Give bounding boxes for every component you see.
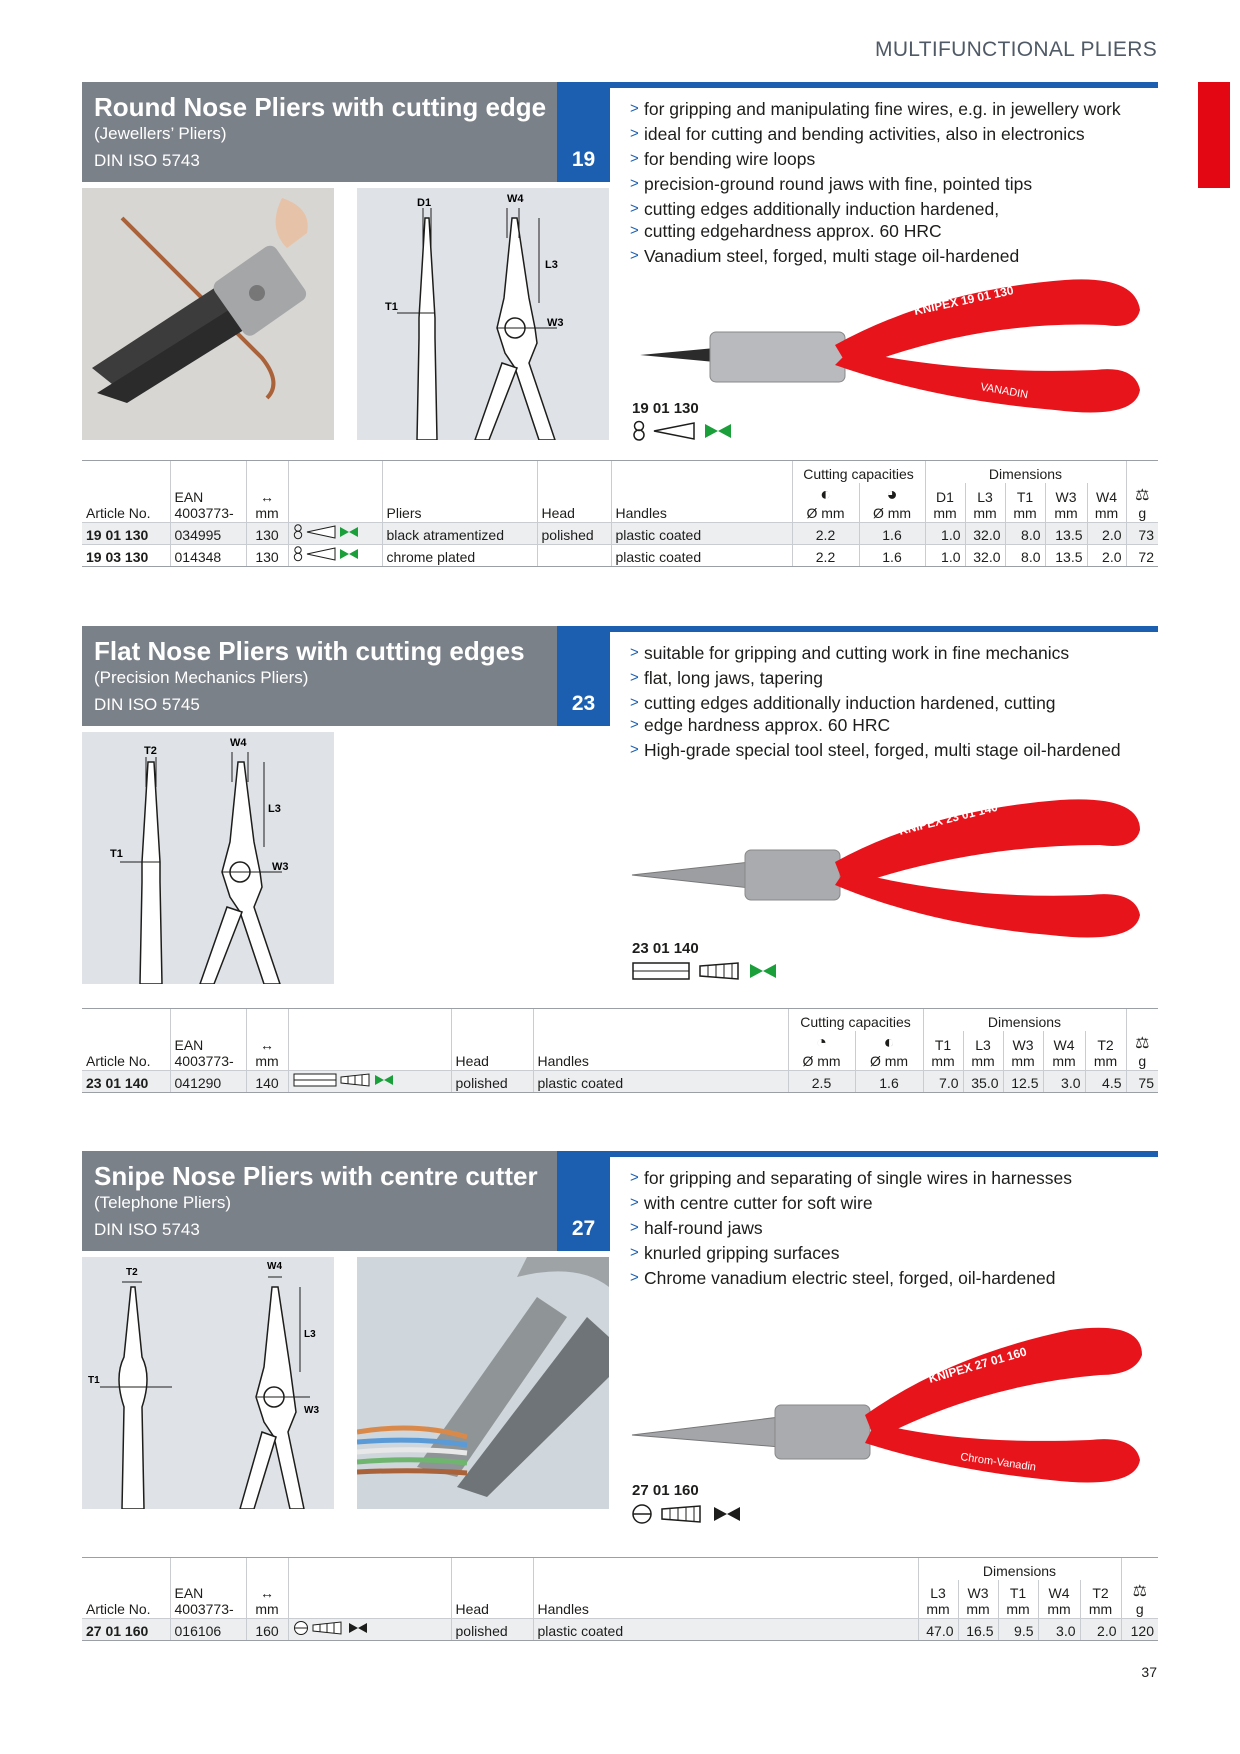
header-handles: Handles bbox=[533, 1580, 918, 1619]
ean-cell: 034995 bbox=[170, 522, 246, 544]
dim-unit: mm bbox=[1013, 504, 1037, 521]
header-dim bbox=[998, 1580, 1038, 1619]
dim-unit: mm bbox=[926, 1600, 950, 1617]
length-unit: mm bbox=[255, 504, 279, 521]
feature-item: > High-grade special tool steel, forged, multi stage oil-hardened bbox=[630, 739, 1150, 761]
pliers-finish: chrome plated bbox=[382, 544, 537, 566]
feature-item: > for gripping and separating of single wires in harnesses bbox=[630, 1167, 1150, 1189]
section-title: Round Nose Pliers with cutting edge bbox=[94, 92, 547, 122]
dim-t1: 8.0 bbox=[1005, 544, 1045, 566]
header-head: Head bbox=[451, 1580, 533, 1619]
header-weight bbox=[1121, 1580, 1158, 1619]
feature-item: > suitable for gripping and cutting work in fine mechanics bbox=[630, 642, 1150, 664]
header-dimensions: Dimensions bbox=[925, 461, 1126, 483]
dim-l3: 32.0 bbox=[965, 522, 1005, 544]
dim-label: L3 bbox=[977, 488, 993, 505]
feature-item: > cutting edges additionally induction hardened, cutting bbox=[630, 692, 1150, 714]
product-photo bbox=[82, 188, 334, 440]
head-finish: polished bbox=[451, 1618, 533, 1640]
cut-hard: 1.6 bbox=[859, 522, 925, 544]
header-dim bbox=[1043, 1031, 1085, 1071]
feature-item-continued: > edge hardness approx. 60 HRC bbox=[630, 714, 1150, 736]
diameter-unit: Ø mm bbox=[802, 1052, 841, 1069]
feature-icons bbox=[632, 1503, 762, 1525]
handle-label: VANADIN bbox=[979, 381, 1029, 402]
chapter-tab bbox=[1198, 82, 1230, 188]
head-finish: polished bbox=[451, 1070, 533, 1092]
ean-cell: 014348 bbox=[170, 544, 246, 566]
handle-label: Chrom-Vanadin bbox=[959, 1451, 1037, 1474]
dim-unit: mm bbox=[1094, 504, 1119, 521]
header-dim bbox=[1087, 483, 1126, 523]
length-arrow-icon: ↔ bbox=[260, 488, 274, 505]
feature-icons bbox=[288, 1618, 451, 1640]
dim-unit: mm bbox=[1011, 1052, 1035, 1069]
din-standard: DIN ISO 5745 bbox=[94, 695, 200, 714]
weight-unit: g bbox=[1138, 504, 1147, 521]
dim-l3: 47.0 bbox=[918, 1618, 958, 1640]
din-standard: DIN ISO 5743 bbox=[94, 151, 200, 170]
feature-item: > for bending wire loops bbox=[630, 148, 1150, 170]
header-weight bbox=[1126, 1031, 1158, 1071]
header-dim bbox=[1080, 1580, 1121, 1619]
handles-cell: plastic coated bbox=[611, 522, 792, 544]
weight-cell: 75 bbox=[1126, 1070, 1158, 1092]
dim-label: W3 bbox=[1012, 1036, 1034, 1053]
dim-unit: mm bbox=[1006, 1600, 1030, 1617]
feature-item: > Chrome vanadium electric steel, forged, oil-hardened bbox=[630, 1267, 1150, 1289]
dimension-diagram bbox=[82, 1257, 334, 1509]
ean-label: EAN bbox=[174, 1036, 204, 1053]
weight-cell: 73 bbox=[1126, 522, 1158, 544]
header-pliers: Pliers bbox=[382, 483, 537, 523]
table-row bbox=[82, 1618, 1158, 1640]
header-dim bbox=[958, 1580, 998, 1619]
feature-icons bbox=[288, 1070, 451, 1092]
weight-cell: 72 bbox=[1126, 544, 1158, 566]
dim-d1: 1.0 bbox=[925, 522, 965, 544]
length-cell: 130 bbox=[246, 522, 288, 544]
product-image bbox=[630, 1265, 1145, 1495]
header-dim bbox=[1045, 483, 1087, 523]
header-dim bbox=[925, 483, 965, 523]
header-dimensions: Dimensions bbox=[918, 1558, 1121, 1580]
header-length bbox=[246, 483, 288, 523]
dim-w3: 12.5 bbox=[1003, 1070, 1043, 1092]
dim-unit: mm bbox=[973, 504, 997, 521]
dim-t2: 4.5 bbox=[1085, 1070, 1126, 1092]
dim-t1: 7.0 bbox=[923, 1070, 963, 1092]
product-photo bbox=[357, 1257, 609, 1509]
head-finish: polished bbox=[537, 522, 611, 544]
diameter-unit: Ø mm bbox=[869, 1052, 909, 1069]
ean-prefix: 4003773- bbox=[174, 1600, 234, 1617]
dim-unit: mm bbox=[931, 1052, 955, 1069]
half-circle-icon: ◐ bbox=[883, 1031, 895, 1052]
dim-w4: 3.0 bbox=[1043, 1070, 1085, 1092]
weight-unit: g bbox=[1138, 1052, 1147, 1069]
feature-item: > knurled gripping surfaces bbox=[630, 1242, 1150, 1264]
blue-rule bbox=[610, 82, 1158, 88]
length-unit: mm bbox=[255, 1600, 279, 1617]
diagram-label: T2 bbox=[144, 745, 157, 757]
feature-item: > half-round jaws bbox=[630, 1217, 1150, 1239]
dim-unit: mm bbox=[1047, 1600, 1071, 1617]
dim-w4: 3.0 bbox=[1038, 1618, 1080, 1640]
series-number: 23 bbox=[571, 692, 596, 715]
header-handles: Handles bbox=[533, 1031, 788, 1071]
din-standard: DIN ISO 5743 bbox=[94, 1220, 200, 1239]
header-cutting-capacities: Cutting capacities bbox=[788, 1009, 923, 1031]
dim-unit: mm bbox=[1093, 1052, 1118, 1069]
dim-w4: 2.0 bbox=[1087, 544, 1126, 566]
blue-rule bbox=[610, 626, 1158, 632]
header-dim bbox=[1085, 1031, 1126, 1071]
ean-prefix: 4003773- bbox=[174, 1052, 234, 1069]
length-arrow-icon: ↔ bbox=[260, 1584, 274, 1601]
spec-table bbox=[82, 1008, 1158, 1093]
series-number: 27 bbox=[571, 1217, 596, 1240]
header-hard-wire bbox=[855, 1031, 923, 1071]
blue-rule bbox=[610, 1151, 1158, 1157]
dim-label: L3 bbox=[975, 1036, 991, 1053]
header-handles: Handles bbox=[611, 483, 792, 523]
cut-soft: 2.5 bbox=[788, 1070, 855, 1092]
product-image bbox=[630, 790, 1145, 950]
scale-icon: ⚖ bbox=[1135, 486, 1150, 504]
cut-hard: 1.6 bbox=[859, 544, 925, 566]
header-dim bbox=[1005, 483, 1045, 523]
feature-item: > Vanadium steel, forged, multi stage oil-hardened bbox=[630, 245, 1150, 267]
dim-unit: mm bbox=[1054, 504, 1078, 521]
handle-label: KNIPEX 19 01 130 bbox=[912, 283, 1015, 318]
diagram-label: D1 bbox=[417, 197, 432, 209]
ean-prefix: 4003773- bbox=[174, 504, 234, 521]
header-ean bbox=[170, 1031, 246, 1071]
diagram-label: L3 bbox=[304, 1329, 316, 1340]
feature-icons bbox=[288, 522, 382, 544]
feature-item-continued: > cutting edgehardness approx. 60 HRC bbox=[630, 220, 1150, 242]
header-dim bbox=[1003, 1031, 1043, 1071]
feature-icons bbox=[632, 960, 792, 982]
section-title: Flat Nose Pliers with cutting edges bbox=[94, 636, 525, 666]
header-ean bbox=[170, 1580, 246, 1619]
dim-unit: mm bbox=[933, 504, 957, 521]
dim-label: T2 bbox=[1092, 1584, 1109, 1601]
length-cell: 130 bbox=[246, 544, 288, 566]
header-hard-wire bbox=[859, 483, 925, 523]
pliers-finish: black atramentized bbox=[382, 522, 537, 544]
dim-unit: mm bbox=[971, 1052, 995, 1069]
dim-t1: 8.0 bbox=[1005, 522, 1045, 544]
header-length bbox=[246, 1031, 288, 1071]
weight-cell: 120 bbox=[1121, 1618, 1158, 1640]
dim-t2: 2.0 bbox=[1080, 1618, 1121, 1640]
article-number: 23 01 140 bbox=[82, 1070, 170, 1092]
cut-hard: 1.6 bbox=[855, 1070, 923, 1092]
dim-label: T1 bbox=[934, 1036, 952, 1053]
dim-label: W4 bbox=[1053, 1036, 1075, 1053]
dimension-diagram bbox=[357, 188, 609, 440]
section-header-snipe-nose bbox=[82, 1151, 610, 1251]
cut-soft: 2.2 bbox=[792, 544, 859, 566]
table-row bbox=[82, 544, 1158, 566]
dim-w3: 16.5 bbox=[958, 1618, 998, 1640]
header-article: Article No. bbox=[86, 504, 151, 521]
handles-cell: plastic coated bbox=[533, 1070, 788, 1092]
diagram-label: T1 bbox=[110, 848, 123, 860]
article-number: 19 03 130 bbox=[82, 544, 170, 566]
dim-label: W4 bbox=[1096, 488, 1117, 505]
product-code: 27 01 160 bbox=[632, 1482, 699, 1499]
diagram-label: W3 bbox=[272, 861, 289, 873]
header-dim bbox=[923, 1031, 963, 1071]
section-title: Snipe Nose Pliers with centre cutter bbox=[94, 1161, 538, 1191]
diagram-label: T1 bbox=[88, 1375, 100, 1386]
weight-unit: g bbox=[1135, 1600, 1144, 1617]
feature-item: > with centre cutter for soft wire bbox=[630, 1192, 1150, 1214]
header-dim bbox=[1038, 1580, 1080, 1619]
dim-w4: 2.0 bbox=[1087, 522, 1126, 544]
head-finish bbox=[537, 544, 611, 566]
handle-label: KNIPEX 23 01 140 bbox=[897, 799, 1000, 838]
dim-t1: 9.5 bbox=[998, 1618, 1038, 1640]
header-dim bbox=[918, 1580, 958, 1619]
dim-unit: mm bbox=[1052, 1052, 1076, 1069]
diagram-label: W3 bbox=[304, 1405, 319, 1416]
feature-icons bbox=[632, 420, 752, 442]
length-unit: mm bbox=[255, 1052, 279, 1069]
diagram-label: W4 bbox=[267, 1261, 282, 1272]
product-image bbox=[635, 270, 1145, 440]
section-header-flat-nose bbox=[82, 626, 610, 726]
header-ean bbox=[170, 483, 246, 523]
feature-icons bbox=[288, 544, 382, 566]
header-soft-wire bbox=[792, 483, 859, 523]
dim-unit: mm bbox=[1088, 1600, 1113, 1617]
ean-cell: 016106 bbox=[170, 1618, 246, 1640]
header-dimensions: Dimensions bbox=[923, 1009, 1126, 1031]
article-number: 19 01 130 bbox=[82, 522, 170, 544]
page-number: 37 bbox=[1141, 1664, 1157, 1680]
dim-label: T1 bbox=[1016, 488, 1034, 505]
feature-list bbox=[630, 98, 1150, 270]
dim-d1: 1.0 bbox=[925, 544, 965, 566]
header-article: Article No. bbox=[86, 1052, 151, 1069]
section-subtitle: (Precision Mechanics Pliers) bbox=[94, 668, 309, 687]
dim-label: W3 bbox=[1055, 488, 1077, 505]
spec-table bbox=[82, 1557, 1158, 1641]
product-code: 19 01 130 bbox=[632, 400, 699, 417]
section-header-round-nose bbox=[82, 82, 610, 182]
diagram-label: L3 bbox=[268, 803, 281, 815]
scale-icon: ⚖ bbox=[1135, 1034, 1150, 1052]
dim-label: T2 bbox=[1097, 1036, 1114, 1053]
section-subtitle: (Jewellers’ Pliers) bbox=[94, 124, 227, 143]
diagram-label: L3 bbox=[545, 259, 558, 271]
ean-label: EAN bbox=[174, 1584, 204, 1601]
feature-list bbox=[630, 642, 1150, 764]
header-dim bbox=[965, 483, 1005, 523]
header-length bbox=[246, 1580, 288, 1619]
diameter-unit: Ø mm bbox=[872, 504, 912, 521]
table-row bbox=[82, 1070, 1158, 1092]
article-number: 27 01 160 bbox=[82, 1618, 170, 1640]
diagram-label: W4 bbox=[507, 193, 524, 205]
header-weight bbox=[1126, 483, 1158, 523]
dim-l3: 32.0 bbox=[965, 544, 1005, 566]
diagram-label: W3 bbox=[547, 317, 564, 329]
three-quarter-circle-icon: ◕ bbox=[886, 483, 898, 504]
dim-label: D1 bbox=[936, 488, 954, 505]
header-soft-wire bbox=[788, 1031, 855, 1071]
dim-w3: 13.5 bbox=[1045, 544, 1087, 566]
ean-cell: 041290 bbox=[170, 1070, 246, 1092]
dimension-diagram bbox=[82, 732, 334, 984]
length-cell: 160 bbox=[246, 1618, 288, 1640]
quarter-circle-icon: ◔ bbox=[816, 1031, 827, 1052]
dim-w3: 13.5 bbox=[1045, 522, 1087, 544]
handle-label: KNIPEX 27 01 160 bbox=[926, 1344, 1029, 1386]
feature-item: > flat, long jaws, tapering bbox=[630, 667, 1150, 689]
section-subtitle: (Telephone Pliers) bbox=[94, 1193, 232, 1212]
feature-item: > precision-ground round jaws with fine, pointed tips bbox=[630, 173, 1150, 195]
product-code: 23 01 140 bbox=[632, 940, 699, 957]
header-head: Head bbox=[451, 1031, 533, 1071]
feature-item: > cutting edges additionally induction hardened, bbox=[630, 198, 1150, 220]
header-cutting-capacities: Cutting capacities bbox=[792, 461, 925, 483]
feature-item: > for gripping and manipulating fine wires, e.g. in jewellery work bbox=[630, 98, 1150, 120]
dim-label: W4 bbox=[1048, 1584, 1070, 1601]
table-row bbox=[82, 522, 1158, 544]
diameter-unit: Ø mm bbox=[806, 504, 845, 521]
half-circle-icon: ◐ bbox=[820, 483, 831, 504]
length-arrow-icon: ↔ bbox=[260, 1036, 274, 1053]
series-number: 19 bbox=[571, 148, 596, 171]
handles-cell: plastic coated bbox=[533, 1618, 918, 1640]
diagram-label: W4 bbox=[230, 737, 247, 749]
feature-item: > ideal for cutting and bending activities, also in electronics bbox=[630, 123, 1150, 145]
header-article: Article No. bbox=[86, 1600, 151, 1617]
dim-label: W3 bbox=[967, 1584, 989, 1601]
header-dim bbox=[963, 1031, 1003, 1071]
ean-label: EAN bbox=[174, 488, 204, 505]
cut-soft: 2.2 bbox=[792, 522, 859, 544]
page-header: MULTIFUNCTIONAL PLIERS bbox=[875, 38, 1157, 61]
diagram-label: T2 bbox=[126, 1267, 138, 1278]
dim-unit: mm bbox=[966, 1600, 990, 1617]
scale-icon: ⚖ bbox=[1132, 1582, 1147, 1600]
diagram-label: T1 bbox=[385, 301, 398, 313]
dim-label: T1 bbox=[1009, 1584, 1027, 1601]
length-cell: 140 bbox=[246, 1070, 288, 1092]
dim-label: L3 bbox=[930, 1584, 946, 1601]
handles-cell: plastic coated bbox=[611, 544, 792, 566]
dim-l3: 35.0 bbox=[963, 1070, 1003, 1092]
spec-table bbox=[82, 460, 1158, 567]
header-head: Head bbox=[537, 483, 611, 523]
